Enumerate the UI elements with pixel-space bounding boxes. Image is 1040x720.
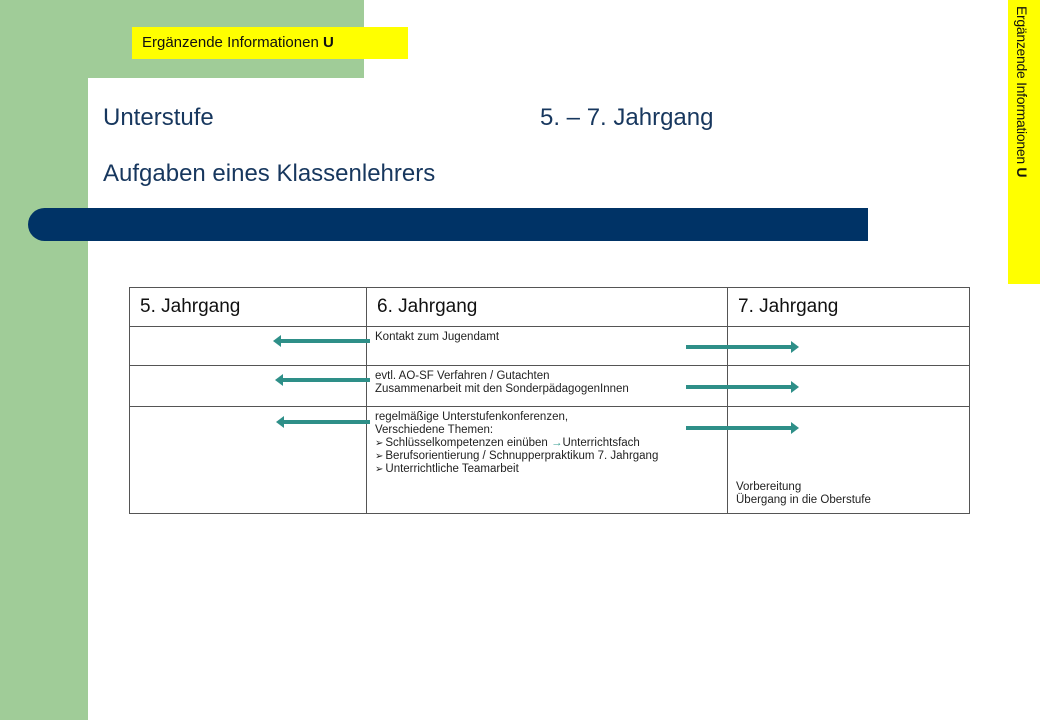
table-header-row	[130, 288, 970, 327]
table-cell	[728, 407, 970, 514]
right-arrow-icon	[686, 426, 792, 430]
supplementary-info-label	[132, 27, 408, 59]
task-text: regelmäßige Unterstufenkonferenzen,	[375, 411, 569, 423]
side-label-words: Ergänzende Informationen	[1014, 6, 1030, 168]
right-arrow-icon	[686, 385, 792, 389]
table-cell	[367, 366, 728, 407]
task-text: evtl. AO-SF Verfahren / Gutachten	[375, 370, 550, 382]
bullet-text: Berufsorientierung / Schnupperpraktikum 7. Jahrgang	[385, 450, 659, 462]
bullet-item	[375, 463, 721, 476]
task-text: Zusammenarbeit mit den SonderpädagogenInnen	[375, 383, 629, 395]
grade-tasks-table	[129, 287, 970, 514]
right-arrow-icon: →	[550, 437, 563, 449]
left-arrow-icon	[282, 378, 370, 382]
table-cell	[130, 366, 367, 407]
title-divider-bar	[28, 208, 868, 241]
table-row	[130, 327, 970, 366]
bullet-text: Unterrichtliche Teamarbeit	[385, 463, 519, 475]
side-supplementary-info-tab	[1008, 0, 1040, 284]
bullet-text: Schlüsselkompetenzen einüben	[385, 437, 551, 449]
task-text: Vorbereitung	[736, 481, 802, 493]
task-text: Kontakt zum Jugendamt	[375, 331, 500, 343]
supplementary-info-letter: U	[322, 34, 334, 51]
header-grade-6: 6. Jahrgang	[367, 288, 728, 327]
supplementary-info-text: Ergänzende Informationen	[142, 34, 323, 51]
bullet-text: Unterrichtsfach	[562, 437, 640, 449]
task-text: Verschiedene Themen:	[375, 424, 494, 436]
header-grade-5: 5. Jahrgang	[130, 288, 367, 327]
table-row	[130, 407, 970, 514]
table-row	[130, 366, 970, 407]
table-cell	[130, 327, 367, 366]
left-arrow-icon	[283, 420, 370, 424]
page-title-level: Unterstufe	[103, 104, 214, 131]
right-arrow-icon	[686, 345, 792, 349]
header-grade-7: 7. Jahrgang	[728, 288, 970, 327]
left-arrow-icon	[280, 339, 370, 343]
left-green-strip	[0, 0, 88, 720]
side-label-letter: U	[1014, 167, 1030, 178]
bullet-item	[375, 437, 721, 450]
page-title-grades: 5. – 7. Jahrgang	[540, 104, 714, 131]
table-cell	[367, 407, 728, 514]
table-cell	[367, 327, 728, 366]
bullet-item	[375, 450, 721, 463]
task-text: Übergang in die Oberstufe	[736, 494, 871, 506]
side-supplementary-info-text	[1014, 6, 1030, 177]
page-subtitle: Aufgaben eines Klassenlehrers	[103, 160, 436, 187]
